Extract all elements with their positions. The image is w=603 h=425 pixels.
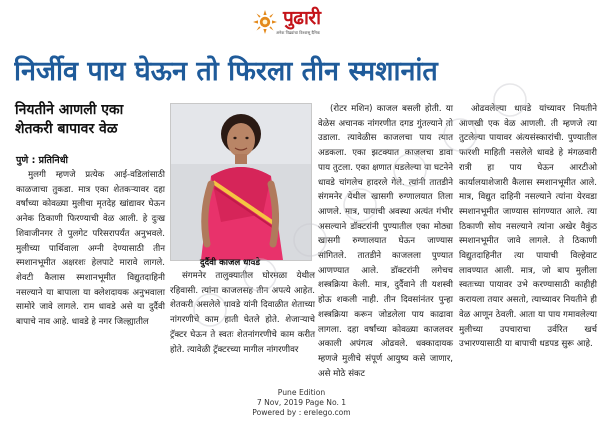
footer-powered-by: Powered by : erelego.com bbox=[252, 408, 351, 417]
column-3-text: (रोटर मशिन) काजल बसली होती. या वेळेस अचानक नांगरणीत दगड गुंतल्याने तो उडाला. त्यावेळीस काजलचा पाय त्यात अडकला. एका झटक्यात काजलचा डावा पाय तुटला. एका क्षणात घडलेल्या या घटनेने धावडे चांगलेच हादरले गेले. त्यांनी तातडीने संगमनेर येथील खासगी रुग्णालयात तिला आणले. मात्र, पायाची अवस्था अत्यंत गंभीर असल्याने डॉक्टरांनी पुण्यातील एका मोठ्या खासगी रुग्णालयात घेऊन जाण्यास सांगितले. तातडीने काजलला पुण्यात आणण्यात आले. डॉक्टरांनी लगेचच शस्त्रक्रिया केली. मात्र, दुर्दैवाने ती यशस्वी होऊ शकली नाही. तीन दिवसांनंतर पुन्हा शस्त्रक्रिया करून जोडलेला पाय काढावा लागला. दहा वर्षांच्या कोवळ्या काजलवर अकाली अपंगत्व ओढवले. धक्कादायक म्हणजे मुलीचे संपूर्ण आयुष्य कसे जाणार, असे मोठे संकट bbox=[318, 104, 453, 379]
deck-subheadline: नियतीने आणली एका शेतकरी बापावर वेळ bbox=[15, 102, 124, 137]
girl-photo bbox=[170, 103, 312, 261]
masthead-tagline: अनेक पिढ्यांचा विश्वासू दैनिक bbox=[276, 30, 320, 35]
footer-date-page: 7 Nov, 2019 Page No. 1 bbox=[256, 398, 347, 407]
byline: पुणे : प्रतिनिधी bbox=[16, 155, 68, 166]
article-column-3 bbox=[318, 102, 453, 392]
headline: निर्जीव पाय घेऊन तो फिरला तीन स्मशानांत bbox=[14, 56, 438, 87]
masthead bbox=[0, 6, 603, 40]
sun-logo-icon bbox=[253, 10, 277, 34]
footer-edition: Pune Edition bbox=[277, 388, 326, 397]
column-2-text: संगमनेर तालुक्यातील घोरमळा येथील रहिवासी. त्यांना काजलसह तीन अपत्ये आहेत. शेतकरी असलेले धावडे यांनी दिवाळीत शेताच्या नांगरणीचे काम हाती घेतले होते. शेजाऱ्याचे ट्रॅक्टर घेऊन ते स्वतः शेतनांगरणीचे काम करीत होते. त्यावेळी ट्रॅक्टरच्या मागील नांगरणीवर bbox=[170, 271, 315, 355]
girl-photo-illustration bbox=[171, 104, 311, 260]
photo-caption: दुर्दैवी काजल धावडे bbox=[200, 258, 261, 268]
edition-footer bbox=[0, 388, 603, 418]
masthead-logo-text: पुढारी bbox=[283, 7, 321, 29]
article-column-2 bbox=[170, 269, 315, 389]
article-column-1 bbox=[16, 168, 165, 383]
article-column-4 bbox=[459, 102, 597, 392]
column-4-text: ओढवलेल्या धावडे यांच्यावर नियतीने आणखी एक वेळ आणली. ती म्हणजे त्या तुटलेल्या पायावर अंत्यसंस्कारांची. पुण्यातील फारशी माहिती नसलेले धावडे हे मंगळवारी रात्री हा पाय घेऊन आरटीओ कार्यालयाशेजारी कैलास स्मशानभूमीत आले. मात्र, विद्युत दाहिनी नसल्याने त्यांना येरवडा स्मशानभूमीत जाण्यास सांगण्यात आले. त्या ठिकाणी सोय नसल्याने त्यांना अखेर वैकुंठ स्मशानभूमीत जावे लागले. ते ठिकाणी विद्युतदाहिनीत त्या पायाची विल्हेवाट लावण्यात आली. मात्र, जो बाप मुलीला स्वतःच्या पायावर उभे करण्यासाठी काहीही करायला तयार असतो, त्याच्यावर नियतीने ही वेळ आणून ठेवली. आता या पाय गमावलेल्या मुलीच्या उपचाराचा उर्वरित खर्च उभारण्यासाठी या बापाची धडपड सुरू आहे. bbox=[459, 104, 597, 350]
column-1-text: मुलगी म्हणजे प्रत्येक आई-वडिलांसाठी काळजाचा तुकडा. मात्र एका शेतकऱ्यावर दहा वर्षांच्या कोवळ्या मुलीचा मृतदेह खांद्यावर घेऊन अनेक ठिकाणी फिरण्याची वेळ आली. हे दुःख शिवाजीनगर ते पुलगेट परिसरापर्यंत अनुभवले. मुलीच्या पार्थिवाला अग्नी देण्यासाठी तीन स्मशानभूमीत अक्षरशः हेलपाटे मारावे लागले. शेवटी कैलास स्मशानभूमीत विद्युतदाहिनी नसल्याने या बापाला या क्लेशदायक अनुभवाला सामोरे जावे लागले. राम धावडे असे या दुर्दैवी बापाचे नाव आहे. धावडे हे नगर जिल्ह्यातील bbox=[16, 170, 165, 328]
